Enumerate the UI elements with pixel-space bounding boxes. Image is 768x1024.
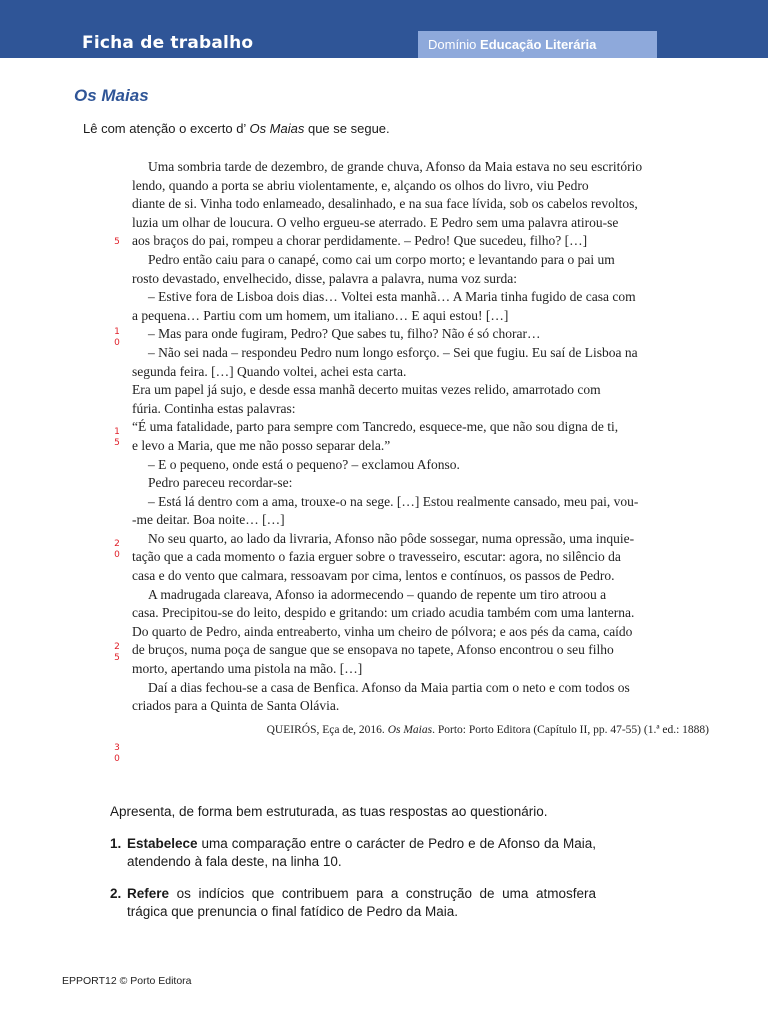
excerpt-line: – E o pequeno, onde está o pequeno? – exclamou Afonso.: [148, 456, 460, 472]
excerpt-line: tação que a cada momento o fazia erguer sobre o travesseiro, escutar: agora, no silêncio da: [132, 549, 621, 565]
source-citation: [267, 724, 709, 736]
question-item: [110, 835, 596, 871]
question-number: 1.: [110, 836, 122, 851]
excerpt-line: – Não sei nada – respondeu Pedro num longo esforço. – Sei que fugiu. Eu saí de Lisboa na: [148, 344, 638, 360]
excerpt-line: rosto devastado, envelhecido, disse, palavra a palavra, numa voz surda:: [132, 270, 517, 286]
excerpt-line: e levo a Maria, que me não posso separar dela.”: [132, 437, 391, 453]
excerpt-line: Pedro pareceu recordar-se:: [148, 475, 293, 491]
footer-copyright: EPPORT12 © Porto Editora: [62, 975, 192, 987]
domain-value: Educação Literária: [480, 37, 597, 52]
excerpt-line: A madrugada clareava, Afonso ia adormecendo – quando de repente um tiro atroou a: [148, 586, 607, 602]
excerpt-line: diante de si. Vinha todo enlameado, desalinhado, e na sua face lívida, sob os cabelos revoltos,: [132, 196, 638, 212]
citation-title: Os Maias: [387, 724, 433, 736]
line-number: 2 0: [114, 539, 120, 560]
question-text: os indícios que contribuem para a construção de uma atmosfera trágica que prenuncia o final fatídico de Pedro da Maia.: [127, 886, 596, 919]
line-number: 2 5: [114, 642, 120, 663]
instruction-after: que se segue.: [304, 121, 390, 136]
line-number: 3 0: [114, 743, 120, 764]
question-item: [110, 885, 596, 921]
excerpt-line: – Mas para onde fugiram, Pedro? Que sabes tu, filho? Não é só chorar…: [148, 326, 541, 342]
excerpt-line: Pedro então caiu para o canapé, como cai um corpo morto; e levantando para o pai um: [148, 251, 615, 267]
excerpt-line: Do quarto de Pedro, ainda entreaberto, vinha um cheiro de pólvora; e aos pés da cama, caído: [132, 623, 633, 639]
citation-after: . Porto: Porto Editora (Capítulo II, pp. 47-55) (1.ª ed.: 1888): [432, 724, 709, 736]
instruction-title: Os Maias: [249, 121, 305, 136]
excerpt-line: No seu quarto, ao lado da livraria, Afonso não pôde sossegar, numa opressão, uma inquie-: [148, 530, 635, 546]
question-verb: Estabelece: [127, 836, 198, 851]
page-header: [0, 0, 768, 58]
work-title: Os Maias: [74, 86, 149, 105]
domain-badge: [418, 31, 657, 58]
citation-before: QUEIRÓS, Eça de, 2016.: [266, 724, 388, 736]
domain-label: Domínio: [428, 37, 477, 52]
question-verb: Refere: [127, 886, 170, 901]
question-body: [127, 835, 596, 871]
instruction: [83, 121, 390, 136]
excerpt-line: morto, apertando uma pistola na mão. […]: [132, 661, 363, 677]
question-number: 2.: [110, 886, 122, 901]
worksheet-title: Ficha de trabalho: [82, 33, 254, 53]
line-number: 1 5: [114, 427, 120, 448]
question-text: uma comparação entre o carácter de Pedro e de Afonso da Maia, atendendo à fala deste, na linha 10.: [127, 836, 596, 869]
excerpt-line: Uma sombria tarde de dezembro, de grande chuva, Afonso da Maia estava no seu escritório: [148, 159, 643, 174]
excerpt-line: lendo, quando a porta se abriu violentamente, e, alçando os olhos do livro, viu Pedro: [132, 177, 589, 193]
excerpt-line: “É uma fatalidade, parto para sempre com Tancredo, esquece-me, que não sou digna de ti,: [132, 419, 619, 435]
excerpt-line: casa. Precipitou-se do leito, despido e gritando: um criado acudia também com uma lanterna.: [132, 605, 635, 621]
questionnaire-intro: Apresenta, de forma bem estruturada, as tuas respostas ao questionário.: [110, 804, 548, 819]
excerpt-line: aos braços do pai, rompeu a chorar perdidamente. – Pedro! Que sucedeu, filho? […]: [132, 233, 588, 249]
excerpt-line: Era um papel já sujo, e desde essa manhã decerto muitas vezes relido, amarrotado com: [132, 382, 601, 398]
questionnaire: [110, 803, 596, 935]
excerpt-line: – Está lá dentro com a ama, trouxe-o na sege. […] Estou realmente cansado, meu pai, vou-: [148, 493, 639, 509]
excerpt-line: a pequena… Partiu com um homem, um italiano… E aqui estou! […]: [132, 307, 509, 323]
line-number: 5: [114, 237, 120, 247]
excerpt-line: luzia um olhar de loucura. O velho ergueu-se aterrado. E Pedro sem uma palavra atirou-se: [132, 214, 619, 230]
excerpt-line: Daí a dias fechou-se a casa de Benfica. Afonso da Maia partia com o neto e com todos os: [148, 679, 630, 695]
excerpt-line: de bruços, numa poça de sangue que se ensopava no tapete, Afonso encontrou o seu filho: [132, 642, 614, 658]
excerpt-line: – Estive fora de Lisboa dois dias… Voltei esta manhã… A Maria tinha fugido de casa com: [148, 289, 636, 305]
line-number: 1 0: [114, 327, 120, 348]
excerpt-line: casa e do vento que calmara, ressoavam por cima, lentos e contínuos, os passos de Pedro.: [132, 568, 615, 584]
excerpt-line: -me deitar. Boa noite… […]: [132, 512, 285, 528]
question-body: [127, 885, 596, 921]
instruction-before: Lê com atenção o excerto d’: [83, 121, 250, 136]
excerpt-line: fúria. Continha estas palavras:: [132, 400, 296, 416]
excerpt-line: segunda feira. […] Quando voltei, achei esta carta.: [132, 363, 407, 379]
excerpt-line: criados para a Quinta de Santa Olávia.: [132, 698, 340, 714]
excerpt-text: [132, 158, 692, 716]
